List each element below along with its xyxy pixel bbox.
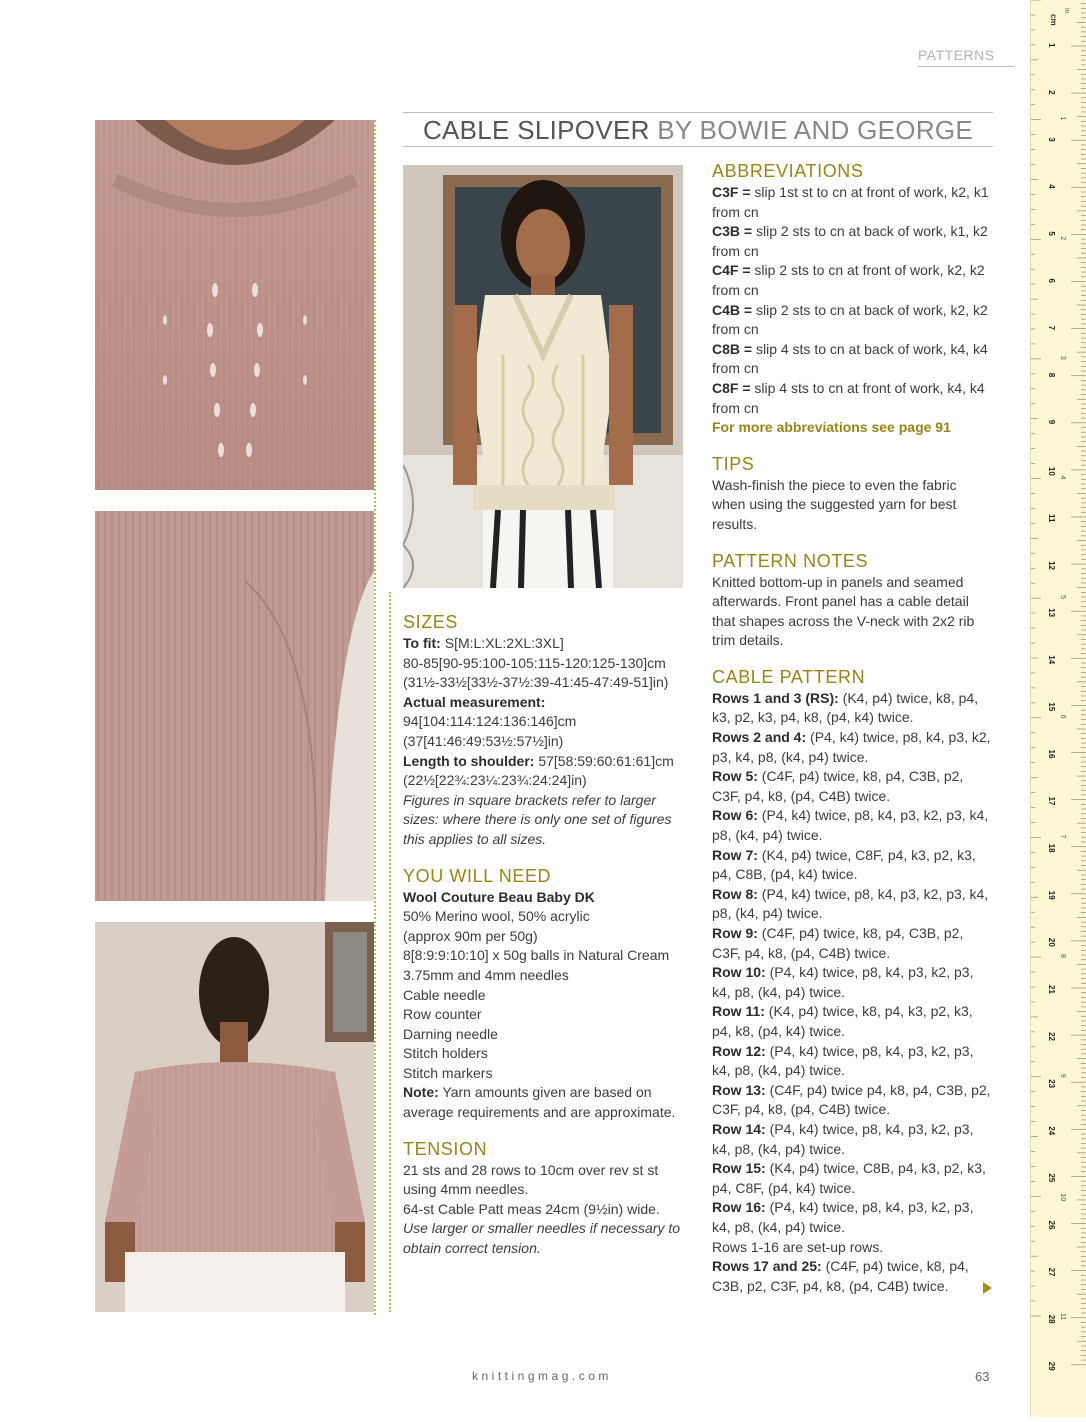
abbr-def: slip 4 sts to cn at back of work, k4, k4 from cn bbox=[712, 340, 988, 377]
pattern-notes-text: Knitted bottom-up in panels and seamed afterwards. Front panel has a cable detail that shapes across the V-neck with 2x2 rib trim details. bbox=[712, 573, 975, 649]
need-item: Stitch markers bbox=[403, 1064, 493, 1081]
ruler-in-mark: 9 bbox=[1059, 1073, 1066, 1078]
row-text: (C4F, p4) twice, k8, p4, C3B, p2, C3F, p4, k8, (p4, C4B) twice. bbox=[712, 1258, 969, 1294]
divider-dotted-center bbox=[389, 592, 391, 1312]
ruler-in-mark: 7 bbox=[1059, 834, 1066, 839]
tension-note: Use larger or smaller needles if necessary to obtain correct tension. bbox=[403, 1220, 681, 1257]
length-line bbox=[403, 752, 688, 772]
to-fit-in: (31½-33½[33½-37½:39-41:45-47:49-51]in) bbox=[403, 674, 669, 691]
title-rule-bottom bbox=[403, 146, 993, 147]
tips-heading: TIPS bbox=[712, 453, 755, 474]
left-text-column bbox=[403, 611, 688, 1259]
need-item: Cable needle bbox=[403, 986, 486, 1003]
ruler-cm-mark: 4 bbox=[1047, 184, 1056, 189]
ruler-cm-mark: 27 bbox=[1047, 1267, 1056, 1277]
pattern-row bbox=[712, 1257, 995, 1296]
actual-cm: 94[104:114:124:136:146]cm bbox=[403, 713, 577, 730]
ruler-in-mark: 5 bbox=[1059, 595, 1066, 600]
to-fit-cm: 80-85[90-95:100-105:115-120:125-130]cm bbox=[403, 654, 666, 671]
ruler-in-mark: 3 bbox=[1059, 355, 1066, 360]
row-label: Rows 17 and 25: bbox=[712, 1258, 822, 1275]
row-text: (K4, p4) twice, k8, p4, k3, p2, k3, p4, k8, (p4, k4) twice. bbox=[712, 1003, 973, 1039]
ruler-cm-mark: 17 bbox=[1047, 796, 1056, 806]
ruler-in-label: in bbox=[1063, 8, 1070, 14]
continue-arrow-icon bbox=[983, 1282, 992, 1294]
photo-sleeve-detail bbox=[95, 511, 374, 901]
row-text: (P4, k4) twice, p8, k4, p3, k2, p3, k4, p8, (k4, p4) twice. bbox=[712, 885, 989, 922]
title-byline: BY BOWIE AND GEORGE bbox=[649, 115, 974, 145]
row-text: (P4, k4) twice, p8, k4, p3, k2, p3, k4, p8, (k4, p4) twice. bbox=[712, 729, 991, 765]
photo-lace-detail bbox=[95, 120, 374, 490]
ruler-graphic bbox=[1031, 0, 1086, 1417]
ruler-in-mark: 10 bbox=[1059, 1193, 1066, 1202]
divider-dotted-left bbox=[374, 120, 376, 1315]
abbr-term: C4B = bbox=[712, 301, 753, 318]
row-label: Row 10: bbox=[712, 964, 766, 981]
ruler-in-mark: 2 bbox=[1059, 236, 1066, 241]
abbr-def: slip 1st st to cn at front of work, k2, k1 from cn bbox=[712, 184, 989, 220]
ruler-in-mark: 1 bbox=[1059, 116, 1066, 121]
need-item: Row counter bbox=[403, 1006, 482, 1023]
abbr-item bbox=[712, 261, 995, 300]
yarn-name: Wool Couture Beau Baby DK bbox=[403, 888, 595, 905]
pattern-row bbox=[712, 1002, 995, 1041]
ruler-cm-mark: 24 bbox=[1047, 1126, 1056, 1136]
ruler-cm-mark: 6 bbox=[1047, 278, 1056, 283]
ruler-cm-label: cm bbox=[1049, 14, 1058, 26]
ruler-cm-mark: 7 bbox=[1047, 325, 1056, 331]
abbr-def: slip 2 sts to cn at back of work, k1, k2 from cn bbox=[712, 223, 988, 259]
need-item: 3.75mm and 4mm needles bbox=[403, 966, 569, 983]
length-label: Length to shoulder: bbox=[403, 752, 535, 769]
ruler-cm-mark: 28 bbox=[1047, 1314, 1056, 1324]
ruler-cm-mark: 13 bbox=[1047, 608, 1056, 618]
row-label: Row 14: bbox=[712, 1120, 766, 1137]
abbr-term: C8B = bbox=[712, 340, 753, 357]
abbr-term: C3B = bbox=[712, 223, 753, 240]
row-text: (P4, k4) twice, p8, k4, p3, k2, p3, k4, p8, (k4, p4) twice. bbox=[712, 1199, 974, 1235]
row-text: (K4, p4) twice, C8F, p4, k3, p2, k3, p4, C8B, (p4, k4) twice. bbox=[712, 846, 976, 883]
row-label: Row 12: bbox=[712, 1042, 766, 1059]
ruler-cm-mark: 23 bbox=[1047, 1079, 1056, 1089]
row-text: (P4, k4) twice, p8, k4, p3, k2, p3, k4, p8, (k4, p4) twice. bbox=[712, 964, 974, 1000]
to-fit-value: S[M:L:XL:2XL:3XL] bbox=[440, 635, 564, 651]
need-item: (approx 90m per 50g) bbox=[403, 927, 538, 944]
abbr-item bbox=[712, 183, 995, 222]
row-label: Row 13: bbox=[712, 1081, 766, 1098]
row-text: (P4, k4) twice, p8, k4, p3, k2, p3, k4, p8, (k4, p4) twice. bbox=[712, 807, 989, 844]
length-cm: 57[58:59:60:61:61]cm bbox=[534, 752, 674, 769]
abbreviations-heading: ABBREVIATIONS bbox=[712, 161, 864, 181]
ruler-cm-mark: 8 bbox=[1047, 372, 1056, 378]
to-fit-line bbox=[403, 634, 688, 654]
row-text: (C4F, p4) twice, k8, p4, C3B, p2, C3F, p4, k8, (p4, C4B) twice. bbox=[712, 768, 964, 804]
you-will-need-heading: YOU WILL NEED bbox=[403, 865, 552, 886]
tips-text: Wash-finish the piece to even the fabric when using the suggested yarn for best results. bbox=[712, 476, 957, 532]
more-abbreviations-link[interactable]: For more abbreviations see page 91 bbox=[712, 419, 951, 436]
row-text: (C4F, p4) twice, k8, p4, C3B, p2, C3F, p4, k8, (p4, C4B) twice. bbox=[712, 925, 964, 961]
ruler-cm-mark: 14 bbox=[1047, 655, 1056, 665]
ruler-cm-mark: 1 bbox=[1047, 43, 1056, 48]
ruler-in-mark: 6 bbox=[1059, 714, 1066, 719]
setup-rows-note: Rows 1-16 are set-up rows. bbox=[712, 1238, 884, 1255]
ruler-cm-mark: 22 bbox=[1047, 1032, 1056, 1042]
need-item: 8[8:9:9:10:10] x 50g balls in Natural Cream bbox=[403, 947, 670, 964]
ruler-cm-mark: 26 bbox=[1047, 1220, 1056, 1230]
tension-line: 64-st Cable Patt meas 24cm (9½in) wide. bbox=[403, 1200, 660, 1217]
to-fit-label: To fit: bbox=[403, 635, 441, 651]
row-label: Row 15: bbox=[712, 1160, 766, 1177]
page-number: 63 bbox=[975, 1369, 990, 1384]
tension-heading: TENSION bbox=[403, 1138, 488, 1159]
footer-site: knittingmag.com bbox=[472, 1369, 612, 1383]
row-text: (K4, p4) twice, k8, p4, k3, p2, k3, p4, k8, (p4, k4) twice. bbox=[712, 689, 979, 726]
row-label: Rows 1 and 3 (RS): bbox=[712, 689, 839, 706]
abbr-term: C8F = bbox=[712, 379, 751, 396]
sizes-heading: SIZES bbox=[403, 612, 459, 632]
note-text: Yarn amounts given are based on average requirements and are approximate. bbox=[403, 1084, 676, 1121]
row-label: Row 16: bbox=[712, 1199, 766, 1216]
title-main: CABLE SLIPOVER bbox=[422, 115, 650, 145]
abbr-def: slip 2 sts to cn at front of work, k2, k2 from cn bbox=[712, 262, 985, 298]
ruler-cm-mark: 21 bbox=[1047, 985, 1056, 994]
pattern-row bbox=[712, 1042, 995, 1081]
section-tag: PATTERNS bbox=[918, 47, 1015, 67]
pattern-row bbox=[712, 1159, 995, 1198]
row-text: (C4F, p4) twice p4, k8, p4, C3B, p2, C3F, p4, k8, (p4, C4B) twice. bbox=[712, 1081, 991, 1118]
row-text: (P4, k4) twice, p8, k4, p3, k2, p3, k4, p8, (k4, p4) twice. bbox=[712, 1120, 974, 1157]
abbr-item bbox=[712, 379, 995, 418]
ruler-cm-mark: 11 bbox=[1047, 514, 1056, 523]
ruler-cm-mark: 19 bbox=[1047, 890, 1056, 900]
cable-pattern-heading: CABLE PATTERN bbox=[712, 666, 866, 687]
row-text: (P4, k4) twice, p8, k4, p3, k2, p3, k4, p8, (k4, p4) twice. bbox=[712, 1042, 974, 1079]
pattern-row bbox=[712, 885, 995, 924]
ruler-cm-mark: 29 bbox=[1047, 1361, 1056, 1371]
pattern-notes-heading: PATTERN NOTES bbox=[712, 550, 869, 571]
row-label: Row 7: bbox=[712, 846, 758, 863]
ruler-cm-mark: 5 bbox=[1047, 231, 1056, 236]
right-text-column bbox=[712, 160, 995, 1296]
ruler-in-mark: 8 bbox=[1059, 954, 1066, 958]
actual-in: (37[41:46:49:53½:57½]in) bbox=[403, 732, 564, 749]
pattern-row bbox=[712, 1120, 995, 1159]
pattern-row bbox=[712, 963, 995, 1002]
yarn-note bbox=[403, 1083, 688, 1122]
ruler-cm-mark: 9 bbox=[1047, 419, 1056, 425]
ruler-cm-mark: 18 bbox=[1047, 843, 1056, 853]
need-item: Stitch holders bbox=[403, 1045, 488, 1062]
pattern-row bbox=[712, 846, 995, 885]
pattern-row bbox=[712, 1081, 995, 1120]
row-text: (K4, p4) twice, C8B, p4, k3, p2, k3, p4, C8F, (p4, k4) twice. bbox=[712, 1160, 986, 1196]
title-rule-top bbox=[403, 112, 993, 113]
ruler-in-mark: 11 bbox=[1059, 1312, 1066, 1321]
ruler-cm-mark: 10 bbox=[1047, 466, 1056, 476]
ruler-cm-mark: 15 bbox=[1047, 702, 1056, 712]
page-title bbox=[403, 114, 993, 146]
ruler-cm-mark: 25 bbox=[1047, 1173, 1056, 1183]
abbr-term: C3F = bbox=[712, 184, 751, 200]
pattern-row bbox=[712, 767, 995, 806]
ruler-cm-mark: 16 bbox=[1047, 749, 1056, 759]
length-in: (22½[22¾:23¼:23¾:24:24]in) bbox=[403, 772, 587, 789]
photo-model-front bbox=[403, 165, 683, 588]
ruler-strip bbox=[1030, 0, 1086, 1417]
pattern-row bbox=[712, 728, 995, 767]
ruler-cm-mark: 20 bbox=[1047, 937, 1056, 947]
abbr-item bbox=[712, 340, 995, 379]
ruler-cm-mark: 2 bbox=[1047, 90, 1056, 95]
note-label: Note: bbox=[403, 1084, 439, 1101]
row-label: Rows 2 and 4: bbox=[712, 729, 807, 746]
row-label: Row 6: bbox=[712, 807, 758, 824]
actual-label: Actual measurement: bbox=[403, 693, 546, 710]
photo-back-view bbox=[95, 922, 374, 1312]
row-label: Row 8: bbox=[712, 885, 758, 902]
abbr-def: slip 4 sts to cn at front of work, k4, k4 from cn bbox=[712, 379, 985, 416]
figures-note: Figures in square brackets refer to larger sizes: where there is only one set of figures this applies to all sizes. bbox=[403, 791, 672, 847]
ruler-cm-mark: 12 bbox=[1047, 561, 1056, 571]
abbr-item bbox=[712, 301, 995, 340]
cable-rows-list bbox=[712, 689, 995, 1238]
ruler-cm-mark: 3 bbox=[1047, 137, 1056, 142]
pattern-row bbox=[712, 924, 995, 963]
row-label: Row 11: bbox=[712, 1003, 765, 1020]
tension-line: 21 sts and 28 rows to 10cm over rev st st using 4mm needles. bbox=[403, 1161, 659, 1198]
abbr-def: slip 2 sts to cn at back of work, k2, k2 from cn bbox=[712, 301, 988, 338]
abbr-term: C4F = bbox=[712, 262, 751, 279]
pattern-row bbox=[712, 1198, 995, 1237]
need-item: 50% Merino wool, 50% acrylic bbox=[403, 908, 590, 925]
row-label: Row 5: bbox=[712, 768, 758, 785]
ruler-in-mark: 4 bbox=[1059, 475, 1066, 480]
pattern-row bbox=[712, 689, 995, 728]
row-label: Row 9: bbox=[712, 925, 758, 941]
pattern-row bbox=[712, 806, 995, 845]
abbr-item bbox=[712, 222, 995, 261]
need-item: Darning needle bbox=[403, 1025, 498, 1042]
